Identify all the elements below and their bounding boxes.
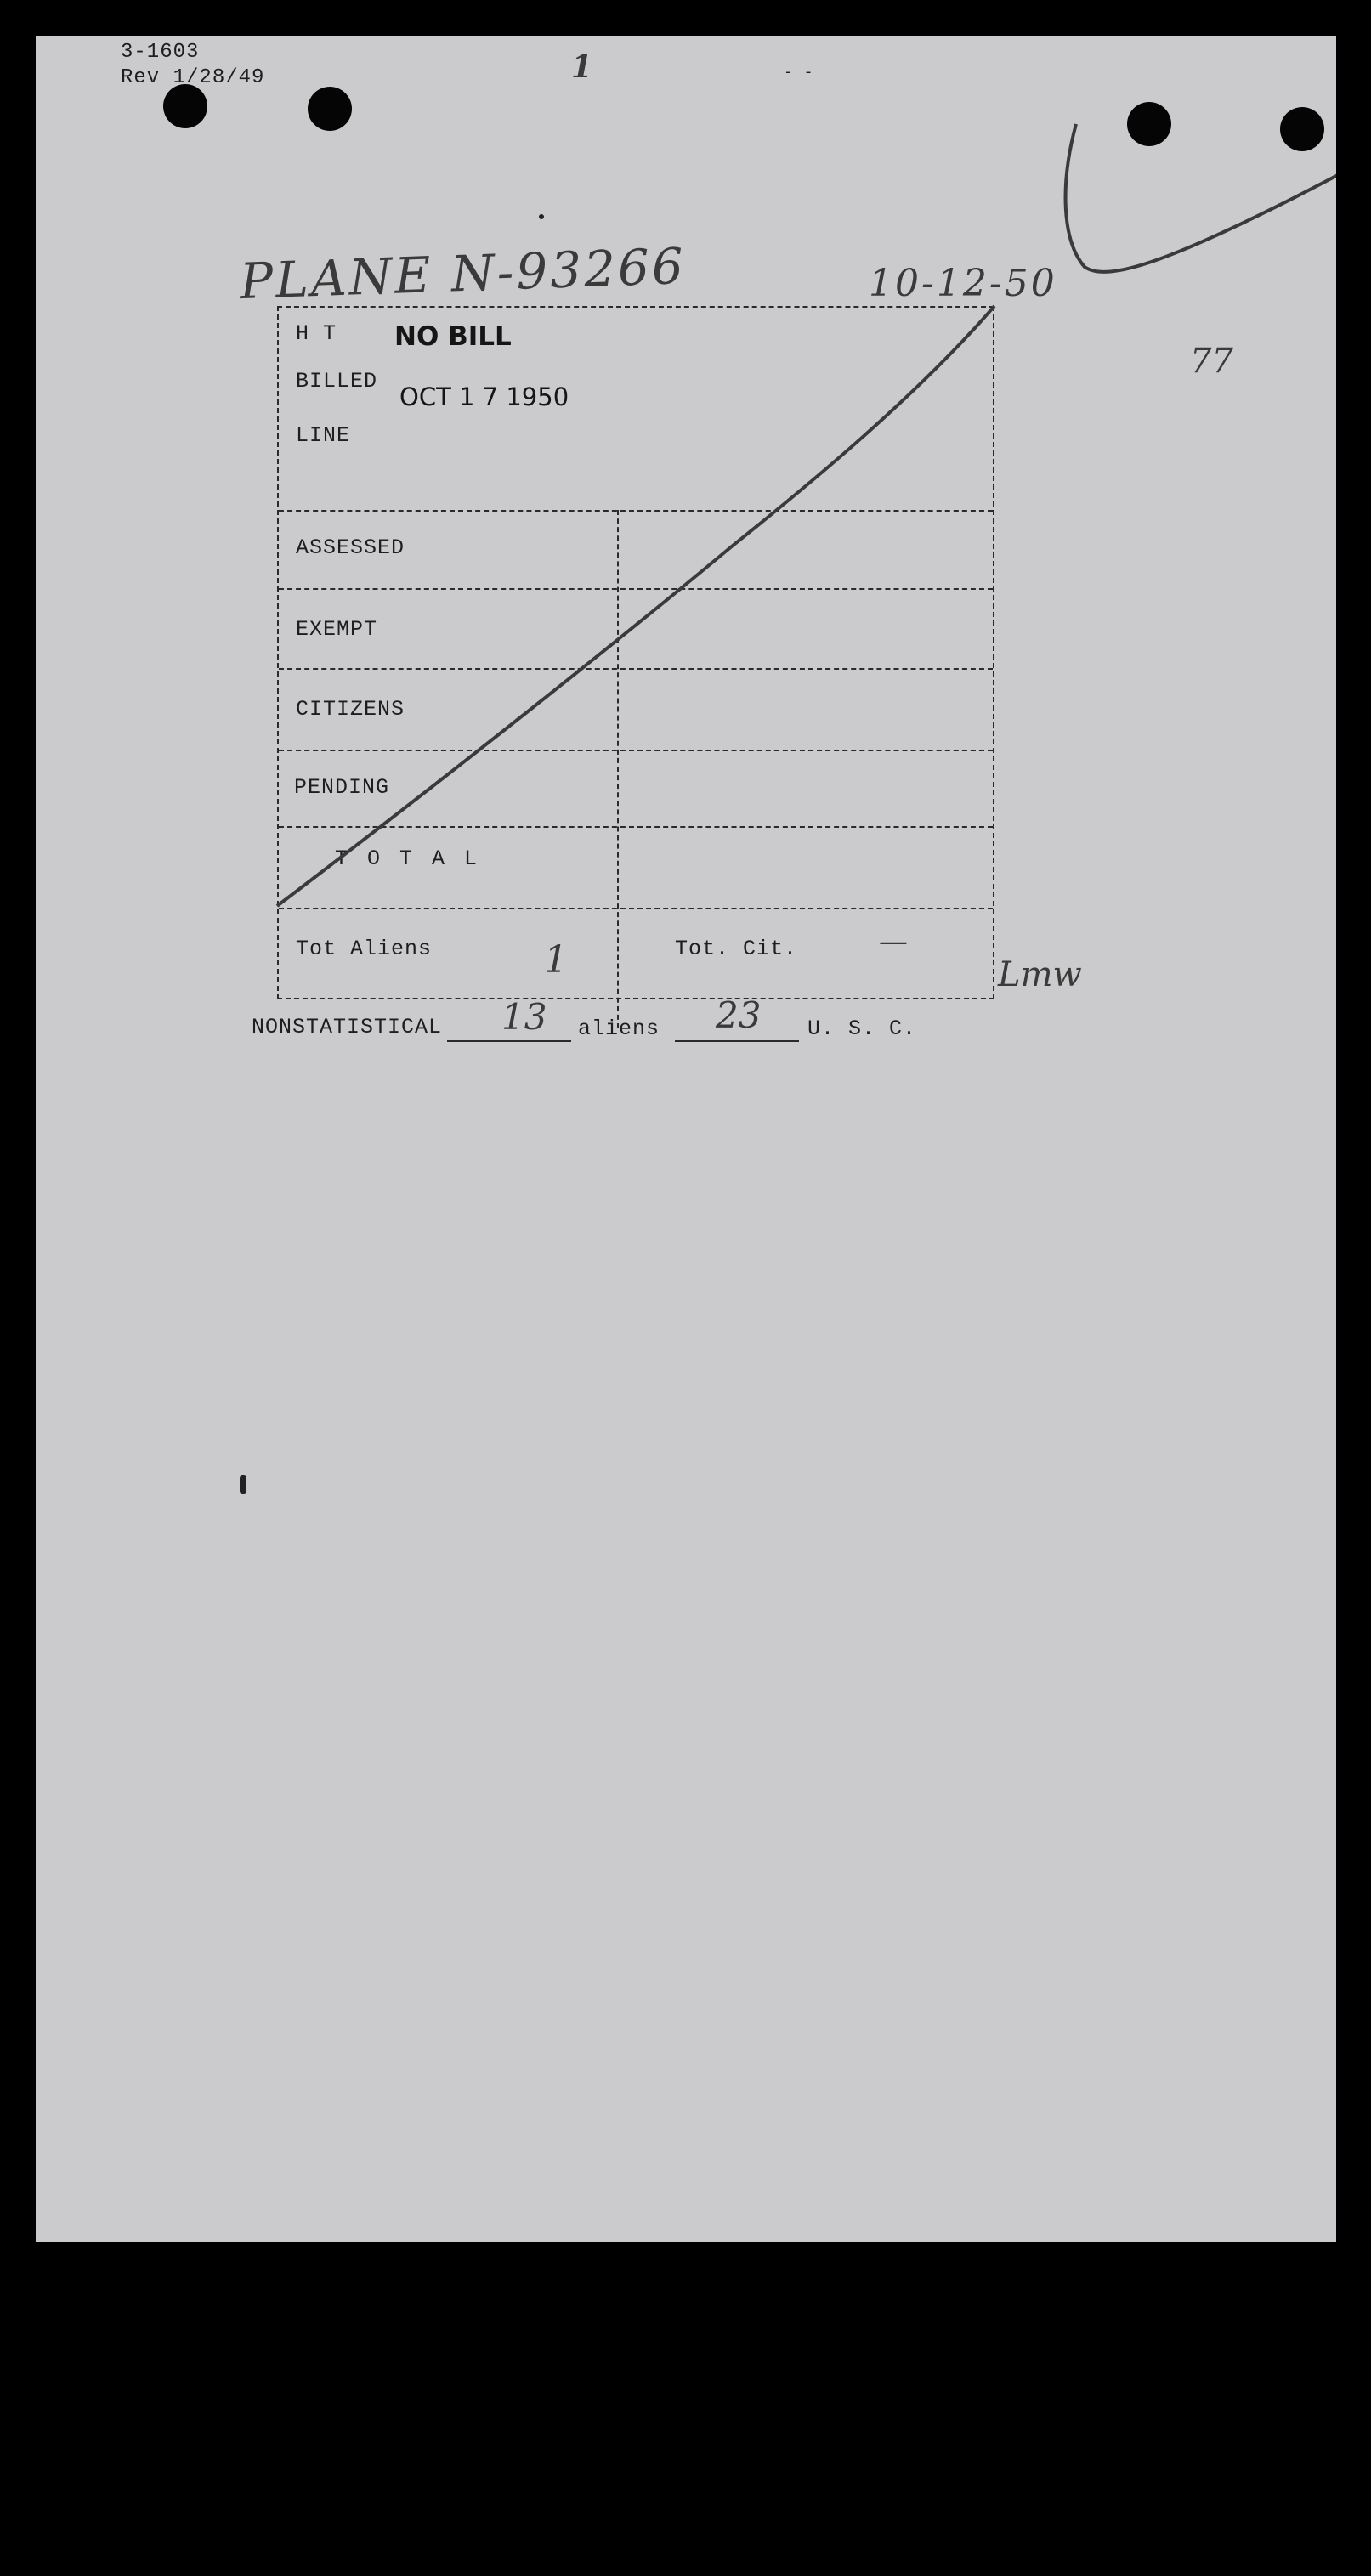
page-number-handwritten: 77: [1190, 342, 1233, 381]
usc-label: U. S. C.: [807, 1016, 917, 1041]
punch-hole: [1280, 107, 1324, 151]
punch-hole: [163, 84, 207, 128]
flight-number-handwritten: PLANE N-93266: [238, 236, 687, 311]
nonstatistical-label: NONSTATISTICAL: [252, 1015, 443, 1039]
nonstat-usc-underline: [675, 1040, 799, 1042]
label-pending: PENDING: [294, 775, 390, 800]
initials-handwritten: Lmw: [998, 955, 1082, 994]
label-exempt: EXEMPT: [296, 617, 378, 642]
label-citizens: CITIZENS: [296, 697, 405, 722]
speck: [240, 1475, 246, 1494]
tot-aliens-value: 1: [544, 938, 568, 982]
label-ht: H T: [296, 321, 337, 346]
document-sheet: [36, 36, 1336, 2242]
punch-hole: [1127, 102, 1171, 146]
label-tot-aliens: Tot Aliens: [296, 937, 433, 961]
nonstat-usc-value: 23: [716, 994, 762, 1036]
top-mark: 1: [571, 49, 593, 85]
nonstat-aliens-value: 13: [501, 996, 547, 1038]
manifest-form: [277, 306, 994, 999]
form-number: 3-1603: [121, 41, 200, 64]
nonstat-aliens-underline: [447, 1040, 571, 1042]
aliens-label: aliens: [578, 1016, 660, 1041]
label-tot-cit: Tot. Cit.: [675, 937, 798, 961]
label-total: T O T A L: [335, 846, 481, 871]
form-revision: Rev 1/28/49: [121, 66, 265, 89]
date-handwritten: 10-12-50: [869, 262, 1057, 305]
billed-date-stamp: OCT 1 7 1950: [399, 382, 569, 411]
label-billed: BILLED: [296, 369, 378, 393]
tot-cit-value: —: [879, 925, 908, 959]
speck: [539, 214, 544, 219]
punch-hole: [308, 87, 352, 131]
no-bill-stamp: NO BILL: [394, 321, 512, 352]
label-line: LINE: [296, 423, 351, 448]
top-mark: - -: [784, 65, 814, 82]
label-assessed: ASSESSED: [296, 535, 405, 560]
